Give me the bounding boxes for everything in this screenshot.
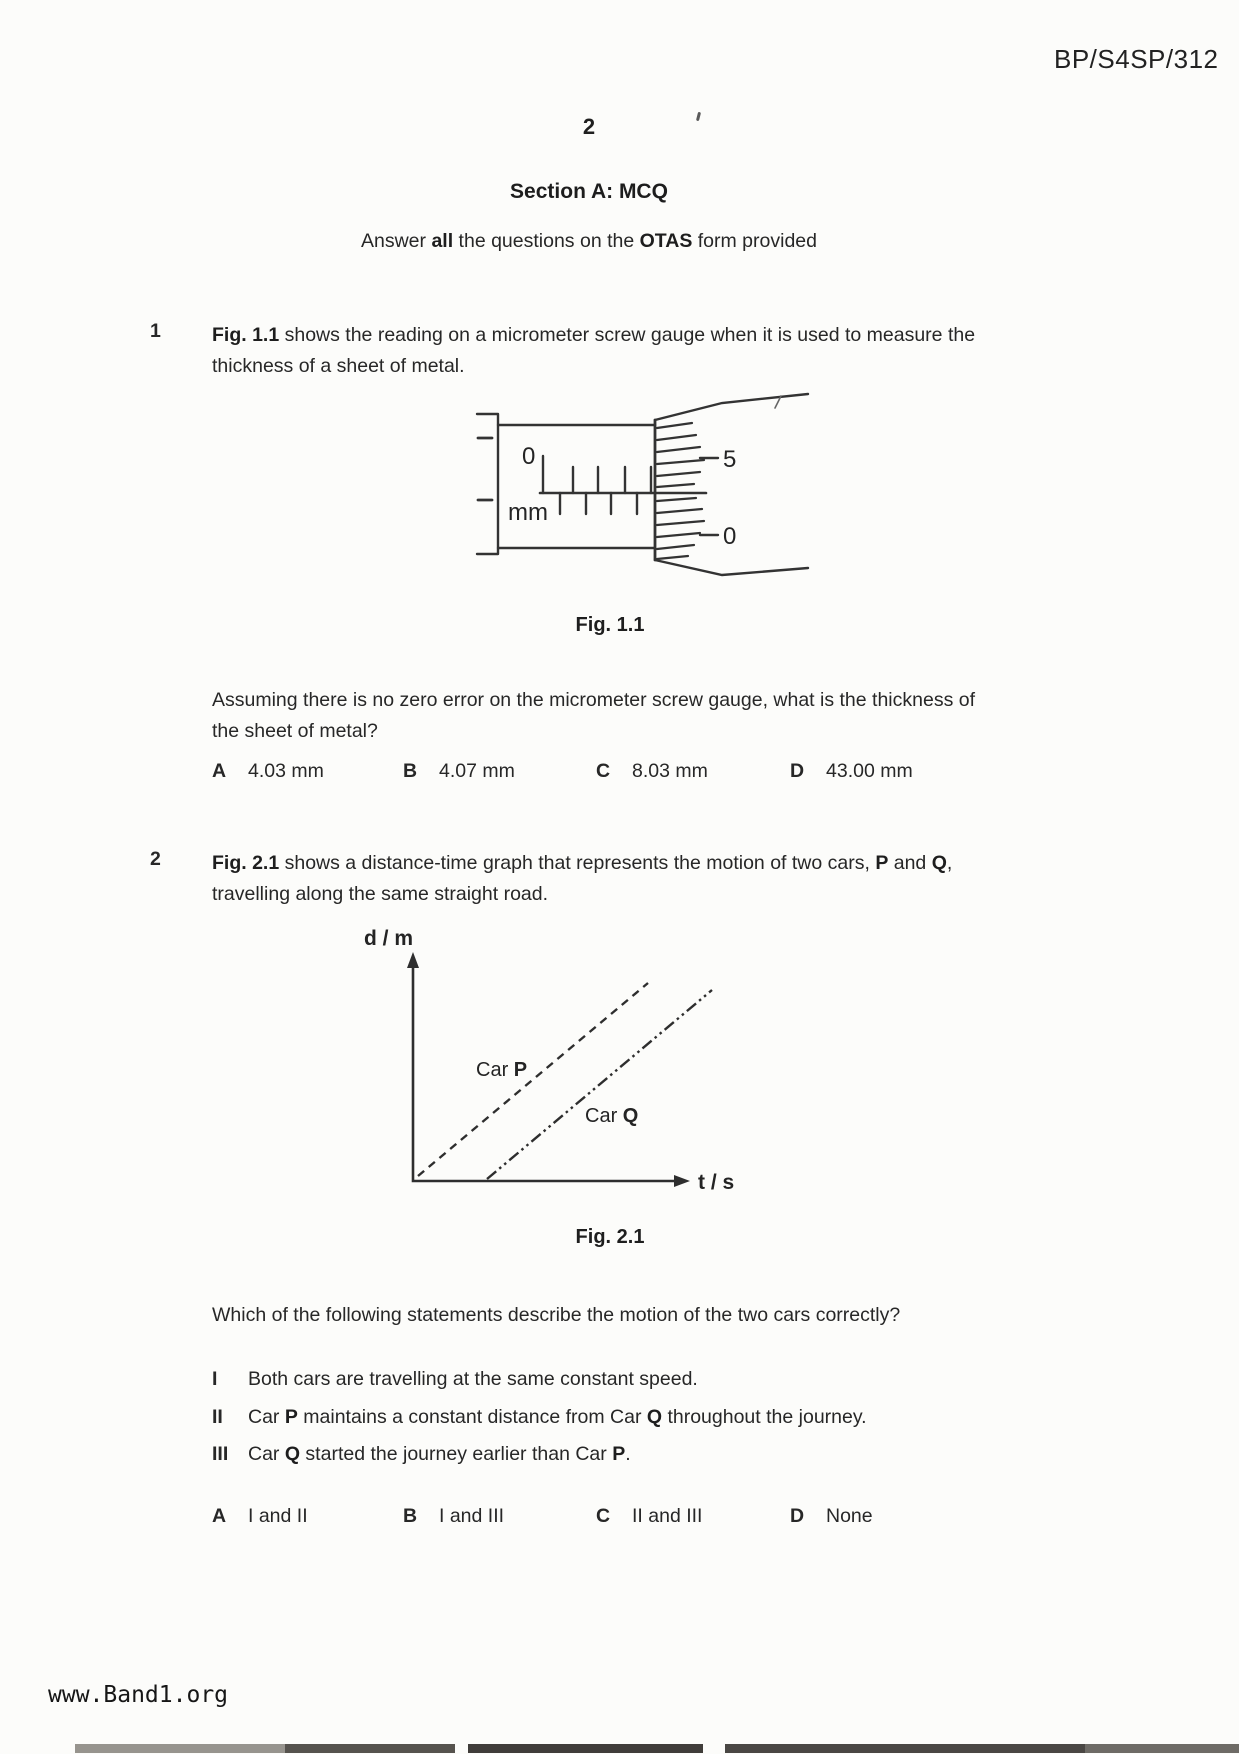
q1-option-c [596,760,708,783]
statement-numeral: III [212,1443,229,1465]
scan-edge-segment [1085,1744,1239,1753]
question-2-number: 2 [150,848,161,870]
statement-bold: P [612,1443,626,1465]
option-text: II and III [632,1505,703,1527]
car-q-line [487,990,712,1179]
option-text: 4.07 mm [439,760,515,782]
car-p-line [418,983,648,1176]
y-axis-label: d / m [364,927,414,950]
thimble-0-label: 0 [723,523,737,550]
main-scale-unit-label: mm [508,499,548,526]
main-scale-upper-ticks [543,456,651,493]
section-title: Section A: MCQ [510,180,668,203]
main-scale-lower-ticks [560,493,637,514]
thimble-top-edge [655,394,808,420]
statement-text: Car [248,1406,285,1428]
statement-text: Car [248,1443,285,1465]
option-letter: B [403,1505,418,1527]
instruction-text: the questions on the [453,230,640,252]
micrometer-figure [470,388,810,583]
q1-option-d [790,760,913,783]
figure-2-1-caption: Fig. 2.1 [575,1226,645,1248]
micrometer-frame [477,414,498,554]
option-text: 8.03 mm [632,760,708,782]
scan-edge-segment [75,1744,285,1753]
q2-option-a [212,1505,308,1528]
statement-text: throughout the journey. [662,1406,867,1428]
watermark-url: www.Band1.org [48,1682,229,1708]
section-instruction [0,230,1178,253]
option-text: I and II [248,1505,308,1527]
car-p-label-bold: P [513,1059,528,1081]
question-2-text: Which of the following statements describe the motion of the two cars correctly? [212,1304,901,1326]
y-axis-arrow [407,952,419,968]
question-1-stem [212,320,997,382]
q1-option-b [403,760,515,783]
scan-edge-bar [0,1744,1239,1754]
option-text: 43.00 mm [826,760,913,782]
figure-1-1-caption: Fig. 1.1 [575,614,645,636]
thimble-bottom-edge [655,560,808,575]
page-number: 2 [582,114,596,139]
car-q-label [585,1105,638,1127]
car-q-label-bold: Q [622,1105,639,1127]
fig-1-1-reference: Fig. 1.1 [212,324,280,346]
question-2-stem [212,848,997,910]
question-2-stem-text: shows a distance-time graph that represents the motion of two cars, [279,852,876,874]
instruction-bold-all: all [431,230,454,252]
instruction-text: Answer [361,230,432,252]
question-1-number: 1 [150,320,161,342]
statement-bold: P [284,1406,298,1428]
scan-edge-segment [468,1744,703,1753]
question-1-text: Assuming there is no zero error on the micrometer screw gauge, what is the thickness of the sheet of metal? [212,689,976,742]
option-text: None [826,1505,873,1527]
statement-numeral: I [212,1368,218,1390]
instruction-bold-otas: OTAS [639,230,693,252]
question-2-stem-text: and [888,852,932,874]
q2-option-c [596,1505,702,1528]
statement-bold: Q [284,1443,301,1465]
main-scale-zero-label: 0 [522,443,536,470]
car-p-label [476,1059,527,1081]
option-letter: D [790,1505,805,1527]
scan-edge-segment [285,1744,455,1753]
option-text: 4.03 mm [248,760,324,782]
statement-bold: Q [646,1406,663,1428]
option-letter: D [790,760,805,782]
option-text: I and III [439,1505,505,1527]
option-letter: C [596,1505,611,1527]
option-letter: A [212,760,227,782]
statement-text: Both cars are travelling at the same constant speed. [248,1368,698,1390]
paper-code: BP/S4SP/312 [1054,44,1219,74]
option-letter: B [403,760,418,782]
car-q-label-text: Car [585,1105,623,1127]
instruction-text: form provided [692,230,817,252]
distance-time-graph [330,910,790,1200]
option-letter: A [212,1505,227,1527]
scan-edge-segment [725,1744,1085,1753]
x-axis-arrow [674,1175,690,1187]
q2-option-d [790,1505,873,1528]
q2-option-b [403,1505,504,1528]
option-letter: C [596,760,611,782]
question-2-stem-text: , travelling along the same straight road. [212,852,953,905]
fig-2-1-reference: Fig. 2.1 [212,852,280,874]
statement-numeral: II [212,1406,223,1428]
car-p-label-text: Car [476,1059,514,1081]
statement-text: . [625,1443,631,1465]
statement-text: started the journey earlier than Car [300,1443,613,1465]
thimble-5-label: 5 [723,446,737,473]
statement-text: maintains a constant distance from Car [297,1406,647,1428]
car-q-bold: Q [931,852,947,874]
q1-option-a [212,760,324,783]
thimble-scale-hatching [657,423,704,559]
question-1-stem-text: shows the reading on a micrometer screw gauge when it is used to measure the thickness of a sheet of metal. [212,324,976,377]
x-axis-label: t / s [698,1171,735,1194]
micrometer-frame-ticks [478,438,492,500]
car-p-bold: P [875,852,889,874]
